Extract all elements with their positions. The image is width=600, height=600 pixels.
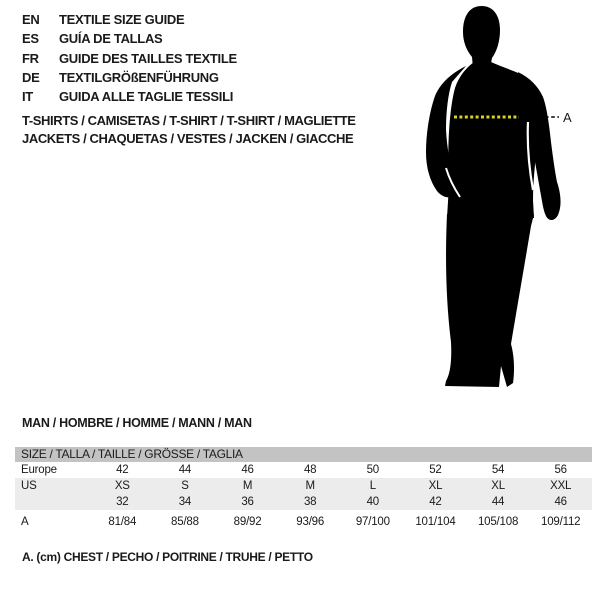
size-cell: 54 <box>491 464 505 476</box>
table-row-numeric <box>15 494 592 510</box>
size-table-header: SIZE / TALLA / TAILLE / GRÖSSE / TAGLIA <box>15 447 592 462</box>
size-cell: 56 <box>554 464 567 476</box>
man-silhouette-svg <box>400 0 600 412</box>
size-cell: L <box>369 480 376 492</box>
garment-categories <box>22 112 356 147</box>
size-cell: 52 <box>429 464 442 476</box>
size-cell: 101/104 <box>415 516 456 528</box>
size-cell: 38 <box>303 496 317 508</box>
size-cell: 46 <box>554 496 567 508</box>
man-silhouette <box>426 6 561 387</box>
size-cell: 44 <box>491 496 505 508</box>
language-label: GUIDE DES TAILLES TEXTILE <box>59 50 237 66</box>
language-label: TEXTILGRÖßENFÜHRUNG <box>59 69 219 85</box>
size-cell: 32 <box>116 496 129 508</box>
row-label-a: A <box>21 516 29 528</box>
size-table-grid <box>15 462 592 530</box>
table-row-europe <box>15 462 592 478</box>
size-cell: 109/112 <box>541 516 581 528</box>
row-label-us: US <box>21 480 37 492</box>
size-cell: 40 <box>366 496 380 508</box>
size-cell: XS <box>114 480 130 492</box>
language-code: EN <box>22 12 40 27</box>
language-row-de <box>22 68 237 87</box>
category-line-jackets: JACKETS / CHAQUETAS / VESTES / JACKEN / GIACCHE <box>22 130 354 146</box>
language-row-en <box>22 10 237 29</box>
language-row-it <box>22 87 237 106</box>
size-cell: 42 <box>116 464 129 476</box>
size-cell: S <box>181 480 189 492</box>
size-cell: M <box>242 480 253 492</box>
size-cell: 34 <box>178 496 192 508</box>
size-table <box>15 447 592 530</box>
size-cell: 85/88 <box>171 516 199 528</box>
language-label: TEXTILE SIZE GUIDE <box>59 12 185 27</box>
language-code: DE <box>22 69 40 85</box>
language-label: GUIDA ALLE TAGLIE TESSILI <box>59 89 234 105</box>
size-cell: 44 <box>178 464 192 476</box>
size-cell: M <box>305 480 315 492</box>
row-label-numeric <box>15 494 91 510</box>
language-row-fr <box>22 49 237 68</box>
language-code: FR <box>22 50 39 66</box>
size-cell: XL <box>428 480 443 492</box>
language-row-es <box>22 29 237 48</box>
section-title-man: MAN / HOMBRE / HOMME / MANN / MAN <box>22 416 252 430</box>
size-cell: 36 <box>241 496 254 508</box>
measurement-footnote: A. (cm) CHEST / PECHO / POITRINE / TRUHE / PETTO <box>22 550 313 564</box>
size-cell: 93/96 <box>296 516 325 528</box>
size-cell: 81/84 <box>108 516 137 528</box>
language-label: GUÍA DE TALLAS <box>59 31 163 47</box>
size-cell: 42 <box>429 496 442 508</box>
man-silhouette-figure <box>400 0 600 412</box>
row-label-europe: Europe <box>21 464 57 476</box>
language-code: IT <box>22 89 33 105</box>
size-cell: XL <box>491 480 505 492</box>
size-cell: 105/108 <box>477 516 519 528</box>
size-cell: 89/92 <box>233 516 262 528</box>
measurement-label-a: A <box>563 110 572 125</box>
size-cell: 48 <box>303 464 317 476</box>
table-row-chest-a <box>15 510 592 530</box>
table-row-us <box>15 478 592 494</box>
category-line-tshirts: T-SHIRTS / CAMISETAS / T-SHIRT / T-SHIRT / MAGLIETTE <box>22 113 356 128</box>
size-cell: 97/100 <box>355 516 390 528</box>
size-cell: 50 <box>366 464 380 476</box>
size-cell: XXL <box>550 480 572 492</box>
language-guide <box>22 10 237 106</box>
size-cell: 46 <box>241 464 254 476</box>
language-code: ES <box>22 31 39 47</box>
